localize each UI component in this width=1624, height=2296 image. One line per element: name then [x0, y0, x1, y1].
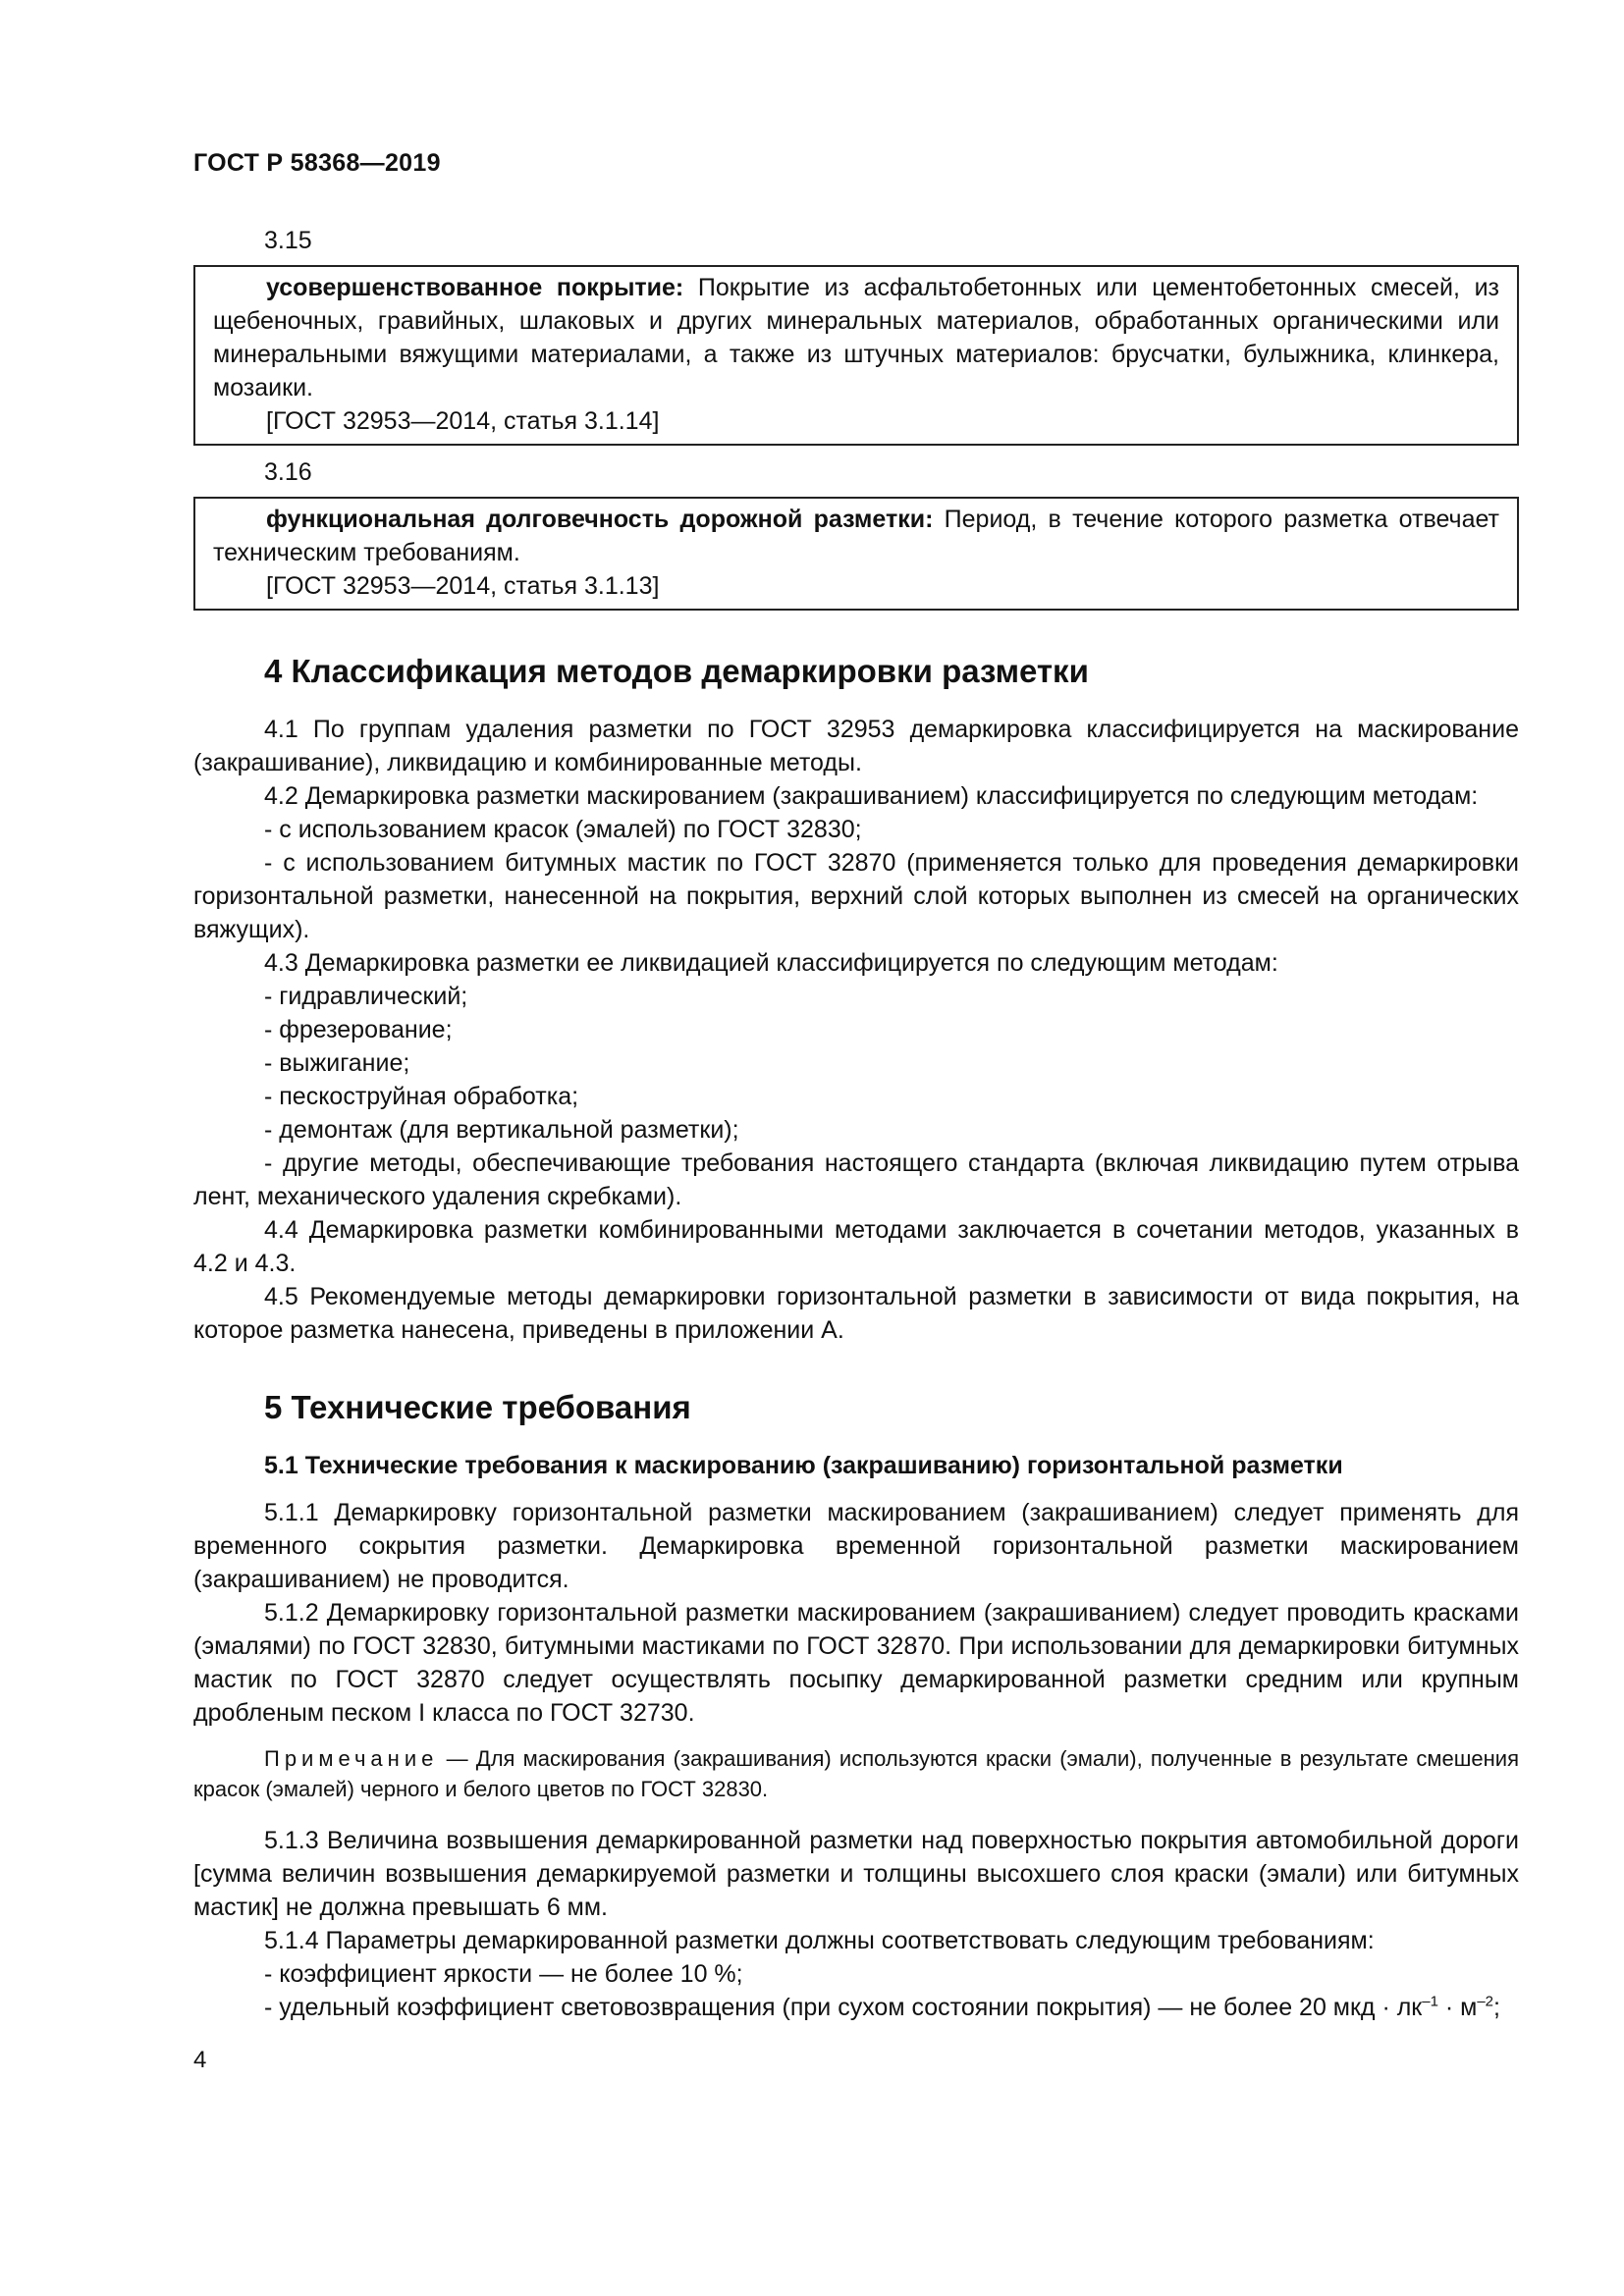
unit-part: · м	[1437, 1994, 1478, 2021]
list-item: - другие методы, обеспечивающие требования настоящего стандарта (включая ликвидацию путем отрыва лент, механического удаления скребками).	[193, 1149, 1519, 1210]
term-source: [ГОСТ 32953—2014, статья 3.1.13]	[266, 572, 660, 600]
term-box	[193, 497, 1519, 611]
paragraph-5-1-4: 5.1.4 Параметры демаркированной разметки должны соответствовать следующим требованиям:	[264, 1927, 1375, 1954]
page-content	[193, 224, 1519, 2024]
page-number: 4	[193, 2047, 207, 2073]
document-code-header: ГОСТ Р 58368—2019	[193, 149, 441, 177]
paragraph-5-1-2: 5.1.2 Демаркировку горизонтальной разметки маскированием (закрашиванием) следует проводить красками (эмалями) по ГОСТ 32830, битумными мастиками по ГОСТ 32870. При использовании для демаркировки битумных мастик по ГОСТ 32870 следует осуществлять посыпку демаркированной разметки средним или крупным дробленым песком I класса по ГОСТ 32730.	[193, 1599, 1519, 1727]
list-item: - выжигание;	[264, 1049, 410, 1077]
term-source: [ГОСТ 32953—2014, статья 3.1.14]	[266, 407, 660, 435]
requirement-item: - коэффициент яркости — не более 10 %;	[264, 1960, 743, 1988]
subsection-5-1-heading: 5.1 Технические требования к маскированию (закрашиванию) горизонтальной разметки	[264, 1452, 1343, 1479]
list-item: - фрезерование;	[264, 1016, 453, 1043]
paragraph-4-3: 4.3 Демаркировка разметки ее ликвидацией классифицируется по следующим методам:	[264, 949, 1278, 977]
paragraph-4-4: 4.4 Демаркировка разметки комбинированными методами заключается в сочетании методов, указанных в 4.2 и 4.3.	[193, 1216, 1519, 1277]
term-name: усовершенствованное покрытие:	[266, 274, 684, 301]
term-definition-paragraph	[213, 503, 1499, 569]
term-definition: Период, в течение которого разметка отвечает техническим требованиям.	[213, 506, 1499, 566]
list-item: - демонтаж (для вертикальной разметки);	[264, 1116, 739, 1144]
requirement-item	[193, 1991, 1519, 2024]
paragraph-4-1: 4.1 По группам удаления разметки по ГОСТ 32953 демаркировка классифицируется на маскирование (закрашивание), ликвидацию и комбинированные методы.	[193, 716, 1519, 776]
punctuation: ;	[1493, 1994, 1500, 2021]
paragraph-5-1-3: 5.1.3 Величина возвышения демаркированной разметки над поверхностью покрытия автомобильной дороги [сумма величин возвышения демаркируемой разметки и толщины высохшего слоя краски (эмали) или битумных мастик] не должна превышать 6 мм.	[193, 1827, 1519, 1921]
section-4-heading: 4 Классификация методов демаркировки разметки	[264, 653, 1089, 689]
note	[193, 1743, 1519, 1804]
term-name: функциональная долговечность дорожной разметки:	[266, 506, 934, 533]
exponent: –2	[1477, 1993, 1494, 2010]
term-number: 3.16	[264, 458, 312, 486]
note-text: — Для маскирования (закрашивания) используются краски (эмали), полученные в результате смешения красок (эмалей) черного и белого цветов по ГОСТ 32830.	[193, 1746, 1519, 1801]
paragraph-4-5: 4.5 Рекомендуемые методы демаркировки горизонтальной разметки в зависимости от вида покрытия, на которое разметка нанесена, приведены в приложении А.	[193, 1283, 1519, 1344]
term-number: 3.15	[264, 227, 312, 254]
exponent: –1	[1422, 1993, 1438, 2010]
paragraph-4-2: 4.2 Демаркировка разметки маскированием (закрашиванием) классифицируется по следующим методам:	[264, 782, 1479, 810]
note-label: Примечание	[264, 1746, 439, 1771]
paragraph-5-1-1: 5.1.1 Демаркировку горизонтальной разметки маскированием (закрашиванием) следует применять для временного сокрытия разметки. Демаркировка временной горизонтальной разметки маскированием (закрашиванием) не проводится.	[193, 1499, 1519, 1593]
list-item: - с использованием битумных мастик по ГОСТ 32870 (применяется только для проведения демаркировки горизонтальной разметки, нанесенной на покрытия, верхний слой которых выполнен из смесей на органических вяжущих).	[193, 849, 1519, 943]
term-definition: Покрытие из асфальтобетонных или цементобетонных смесей, из щебеночных, гравийных, шлаковых и других минеральных материалов, обработанных органическими или минеральными вяжущими материалами, а также из штучных материалов: брусчатки, булыжника, клинкера, мозаики.	[213, 274, 1500, 401]
requirement-text: - удельный коэффициент световозвращения (при сухом состоянии покрытия) — не более 20 мкд · лк	[264, 1994, 1423, 2021]
term-definition-paragraph	[213, 271, 1499, 404]
list-item: - с использованием красок (эмалей) по ГОСТ 32830;	[264, 816, 862, 843]
list-item: - гидравлический;	[264, 983, 468, 1010]
term-box	[193, 265, 1519, 446]
list-item: - пескоструйная обработка;	[264, 1083, 579, 1110]
section-5-heading: 5 Технические требования	[264, 1389, 691, 1425]
